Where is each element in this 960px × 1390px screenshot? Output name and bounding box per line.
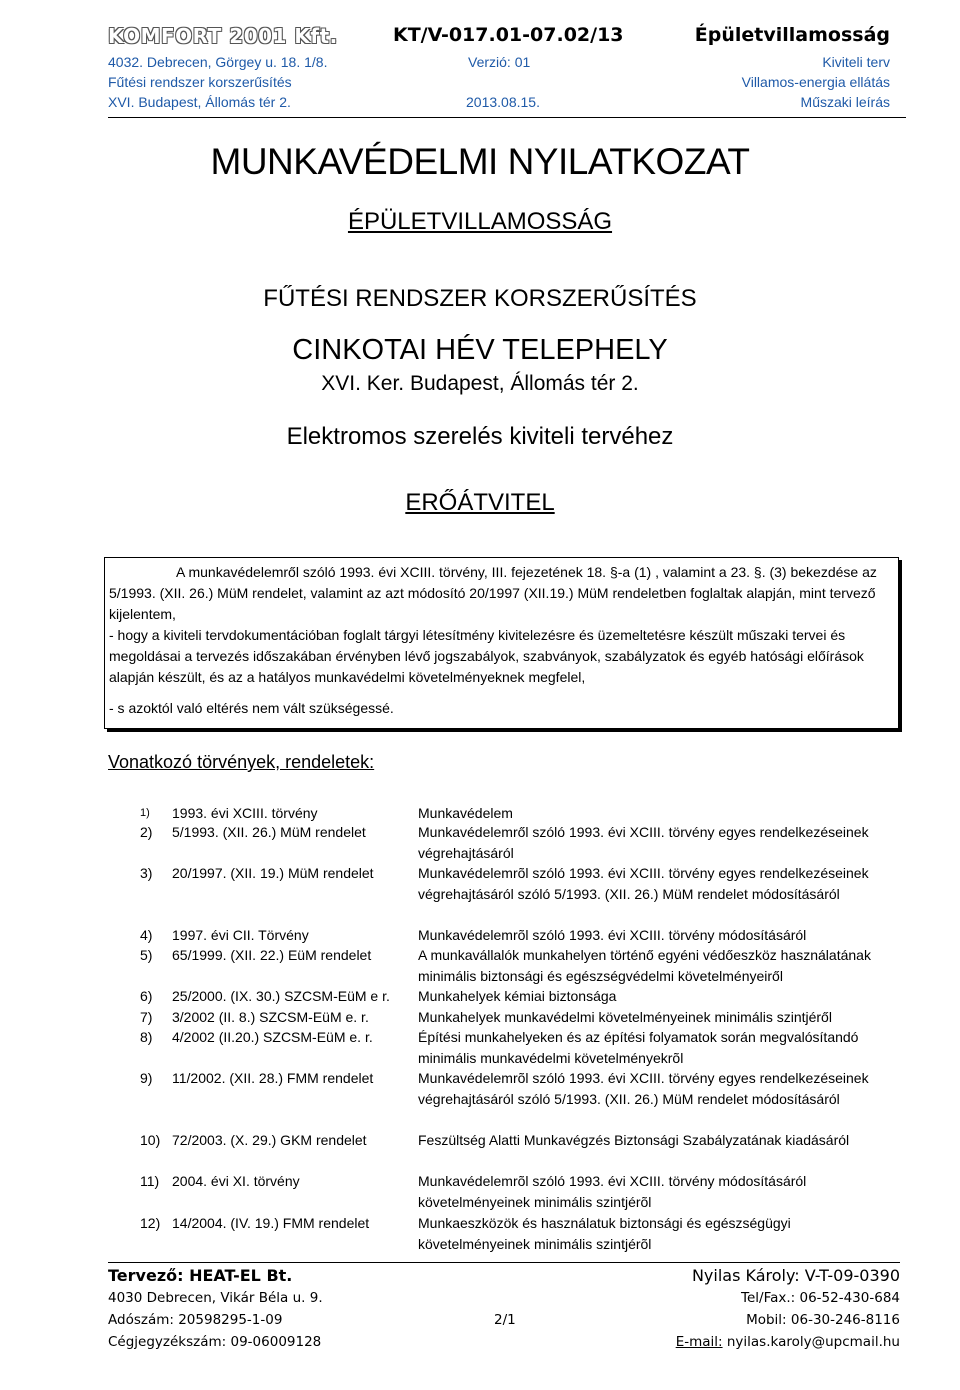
law-reference: 25/2000. (IX. 30.) SZCSM-EüM e r. (172, 988, 390, 1004)
project-address: XVI. Budapest, Állomás tér 2. (108, 94, 291, 110)
law-number: 5) (140, 947, 153, 963)
law-reference: 1997. évi CII. Törvény (172, 927, 309, 943)
doc-date: 2013.08.15. (466, 94, 540, 110)
designer-address: 4030 Debrecen, Vikár Béla u. 9. (108, 1290, 323, 1306)
header-divider (108, 117, 906, 118)
law-description: Munkaeszközök és használatuk biztonsági és egészségügyi követelményeinek minimális szintjérõl (418, 1215, 791, 1252)
designer-email[interactable] (676, 1334, 900, 1350)
project-name: Fűtési rendszer korszerűsítés (108, 74, 292, 90)
document-code: KT/V-017.01-07.02/13 (393, 24, 624, 46)
law-description: Építési munkahelyeken és az építési folyamatok során megvalósítandó minimális munkavédelmi követelményekrõl (418, 1029, 859, 1066)
law-reference: 4/2002 (II.20.) SZCSM-EüM e. r. (172, 1029, 373, 1045)
footer-row-1 (108, 1266, 900, 1288)
purpose-title: Elektromos szerelés kiviteli tervéhez (286, 423, 674, 450)
header-row-1 (108, 54, 890, 72)
company-address: 4032. Debrecen, Görgey u. 18. 1/8. (108, 54, 328, 70)
header-top (108, 24, 890, 52)
plan-type: Kiviteli terv (822, 54, 890, 70)
laws-heading: Vonatkozó törvények, rendeletek: (108, 752, 375, 772)
law-description: Munkavédelemrõl szóló 1993. évi XCIII. törvény módosításáról (418, 927, 807, 943)
discipline: Villamos-energia ellátás (741, 74, 890, 90)
document-category: Épületvillamosság (694, 24, 890, 46)
law-number: 4) (140, 927, 153, 943)
subtitle: ÉPÜLETVILLAMOSSÁG (347, 208, 613, 235)
law-reference: 1993. évi XCIII. törvény (172, 805, 318, 821)
law-number: 12) (140, 1215, 161, 1231)
footer-row-2 (108, 1290, 900, 1312)
law-number: 6) (140, 988, 153, 1004)
designer-phone-fax: Tel/Fax.: 06-52-430-684 (741, 1290, 900, 1306)
law-description: Munkahelyek munkavédelmi követelményeinek minimális szintjéről (418, 1009, 832, 1025)
law-description: Munkavédelemrõl szóló 1993. évi XCIII. törvény módosításáról követelményeinek minimális szintjérõl (418, 1173, 807, 1210)
law-description: Munkavédelemről szóló 1993. évi XCIII. törvény egyes rendelkezéseinek végrehajtásáról (418, 824, 869, 861)
designer-company-reg: Cégjegyzékszám: 09-06009128 (108, 1334, 322, 1350)
email-address: nyilas.karoly@upcmail.hu (726, 1334, 900, 1350)
header-row-2 (108, 74, 890, 92)
law-number: 1) (140, 807, 150, 819)
header-row-3 (108, 94, 890, 112)
declaration-conclusion: - s azoktól való eltérés nem vált szükségessé. (109, 700, 394, 716)
footer-row-4 (108, 1334, 900, 1356)
law-description: A munkavállalók munkahelyen történő egyéni védőeszköz használatának minimális biztonsági és egészségvédelmi követelményeiről (418, 947, 871, 984)
declaration-box (104, 557, 899, 729)
law-description: Munkavédelemrõl szóló 1993. évi XCIII. törvény egyes rendelkezéseinek végrehajtásáról szóló 5/1993. (XII. 26.) MüM rendelet módosításáról (418, 865, 869, 902)
law-number: 8) (140, 1029, 153, 1045)
section-title: ERŐÁTVITEL (405, 489, 555, 516)
designer-tax-id: Adószám: 20598295-1-09 (108, 1312, 283, 1328)
email-label: E-mail: (675, 1334, 723, 1350)
designer-label: Tervező: HEAT-EL Bt. (108, 1266, 293, 1285)
footer-divider (108, 1262, 900, 1263)
page-title: MUNKAVÉDELMI NYILATKOZAT (210, 141, 750, 182)
law-description: Munkavédelem (418, 805, 513, 821)
version: Verzió: 01 (468, 54, 531, 70)
law-reference: 14/2004. (IV. 19.) FMM rendelet (172, 1215, 370, 1231)
law-reference: 72/2003. (X. 29.) GKM rendelet (172, 1132, 367, 1148)
law-reference: 20/1997. (XII. 19.) MüM rendelet (172, 865, 374, 881)
project-title: FŰTÉSI RENDSZER KORSZERŰSÍTÉS (263, 285, 697, 312)
designer-person: Nyilas Károly: V-T-09-0390 (691, 1266, 900, 1285)
law-number: 3) (140, 865, 153, 881)
law-reference: 5/1993. (XII. 26.) MüM rendelet (172, 824, 366, 840)
footer-row-3 (108, 1312, 900, 1334)
company-logo: KOMFORT 2001 Kft. (108, 24, 338, 48)
law-description: Munkahelyek kémiai biztonsága (418, 988, 617, 1004)
site-title: CINKOTAI HÉV TELEPHELY (292, 334, 668, 366)
site-address: XVI. Ker. Budapest, Állomás tér 2. (321, 372, 639, 395)
page-number: 2/1 (494, 1312, 516, 1328)
doc-type: Műszaki leírás (800, 94, 890, 110)
law-number: 9) (140, 1070, 153, 1086)
law-reference: 11/2002. (XII. 28.) FMM rendelet (172, 1070, 374, 1086)
law-description: Feszültség Alatti Munkavégzés Biztonsági Szabályzatának kiadásáról (418, 1132, 850, 1148)
law-number: 10) (140, 1132, 161, 1148)
law-reference: 3/2002 (II. 8.) SZCSM-EüM e. r. (172, 1009, 369, 1025)
declaration-intro: A munkavédelemről szóló 1993. évi XCIII. törvény, III. fejezetének 18. §-a (1) , valamint a 23. §. (3) bekezdése az 5/1993. (XII. 26.) MüM rendelet, valamint az azt módosító 20/1997 (XII.19.) MüM rendeletben foglaltak alapján, mint tervező kijelentem, (109, 564, 877, 622)
law-number: 2) (140, 824, 153, 840)
law-number: 7) (140, 1009, 153, 1025)
law-number: 11) (140, 1173, 160, 1189)
designer-mobile: Mobil: 06-30-246-8116 (746, 1312, 900, 1328)
law-reference: 65/1999. (XII. 22.) EüM rendelet (172, 947, 372, 963)
law-description: Munkavédelemrõl szóló 1993. évi XCIII. törvény egyes rendelkezéseinek végrehajtásáról szóló 5/1993. (XII. 26.) MüM rendelet módosításáról (418, 1070, 869, 1107)
declaration-statement: - hogy a kiviteli tervdokumentációban foglalt tárgyi létesítmény kivitelezésre és üzemeltetésre készült műszaki tervei és megoldásai a tervezés időszakában érvényben lévő jogszabályok, szabványok, szabályzatok és egyéb hatósági előírások alapján készült, és az a hatályos munkavédelmi követelményeknek megfelel, (109, 627, 864, 685)
law-reference: 2004. évi XI. törvény (172, 1173, 300, 1189)
